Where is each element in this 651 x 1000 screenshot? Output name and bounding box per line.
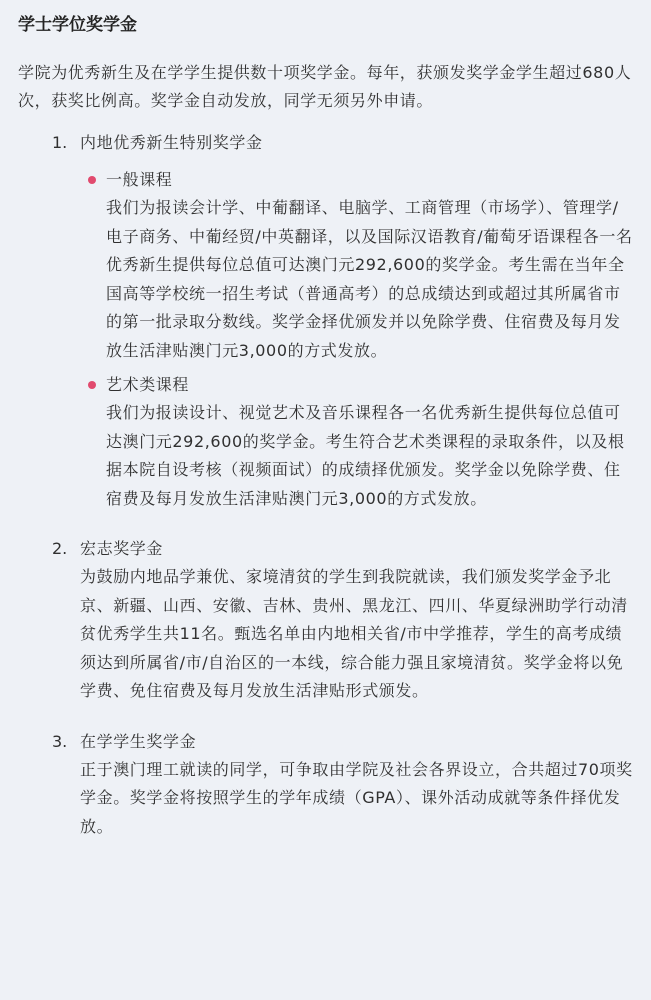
list-item-title: 宏志奖学金 xyxy=(80,539,164,558)
page-title: 学士学位奖学金 xyxy=(18,15,137,35)
subitem-body: 我们为报读设计、视觉艺术及音乐课程各一名优秀新生提供每位总值可达澳门元292,600的奖学金。考生符合艺术类课程的录取条件，以及根据本院自设考核（视频面试）的成绩择优颁发。奖学金以免除学费、住宿费及每月发放生活津贴澳门元3,000的方式发放。 xyxy=(106,403,625,508)
subitem-general-courses xyxy=(106,166,633,365)
bullet-dot-icon xyxy=(88,176,96,184)
list-item-body: 为鼓励内地品学兼优、家境清贫的学生到我院就读，我们颁发奖学金予北京、新疆、山西、安徽、吉林、贵州、黑龙江、四川、华夏绿洲助学行动清贫优秀学生共11名。甄选名单由内地相关省/市中学推荐，学生的高考成绩须达到所属省/市/自治区的一本线，综合能力强且家境清贫。奖学金将以免学费、免住宿费及每月发放生活津贴形式颁发。 xyxy=(80,567,628,700)
subitem-title: 一般课程 xyxy=(106,170,173,189)
subitem-title: 艺术类课程 xyxy=(106,375,190,394)
subitem-art-courses xyxy=(106,371,633,513)
list-item-body: 正于澳门理工就读的同学，可争取由学院及社会各界设立，合共超过70项奖学金。奖学金将按照学生的学年成绩（GPA）、课外活动成就等条件择优发放。 xyxy=(80,759,633,836)
list-item-title: 内地优秀新生特别奖学金 xyxy=(80,133,263,152)
list-item-2 xyxy=(52,535,633,706)
list-item-3 xyxy=(52,728,633,842)
intro-paragraph: 学院为优秀新生及在学学生提供数十项奖学金。每年，获颁发奖学金学生超过680人次，获奖比例高。奖学金自动发放，同学无须另外申请。 xyxy=(18,63,632,110)
list-item-title: 在学学生奖学金 xyxy=(80,731,197,751)
list-item-1 xyxy=(52,129,633,513)
subitem-body: 我们为报读会计学、中葡翻译、电脑学、工商管理（市场学）、管理学/电子商务、中葡经贸/中英翻译，以及国际汉语教育/葡萄牙语课程各一名优秀新生提供每位总值可达澳门元292,600的奖学金。考生需在当年全国高等学校统一招生考试（普通高考）的总成绩达到或超过其所属省市的第一批录取分数线。奖学金择优颁发并以免除学费、住宿费及每月发放生活津贴澳门元3,000的方式发放。 xyxy=(106,198,633,360)
list-item-number: 1. xyxy=(52,133,68,152)
bullet-dot-icon xyxy=(88,381,96,389)
list-item-number: 3. xyxy=(52,731,68,751)
list-item-number: 2. xyxy=(52,539,68,558)
